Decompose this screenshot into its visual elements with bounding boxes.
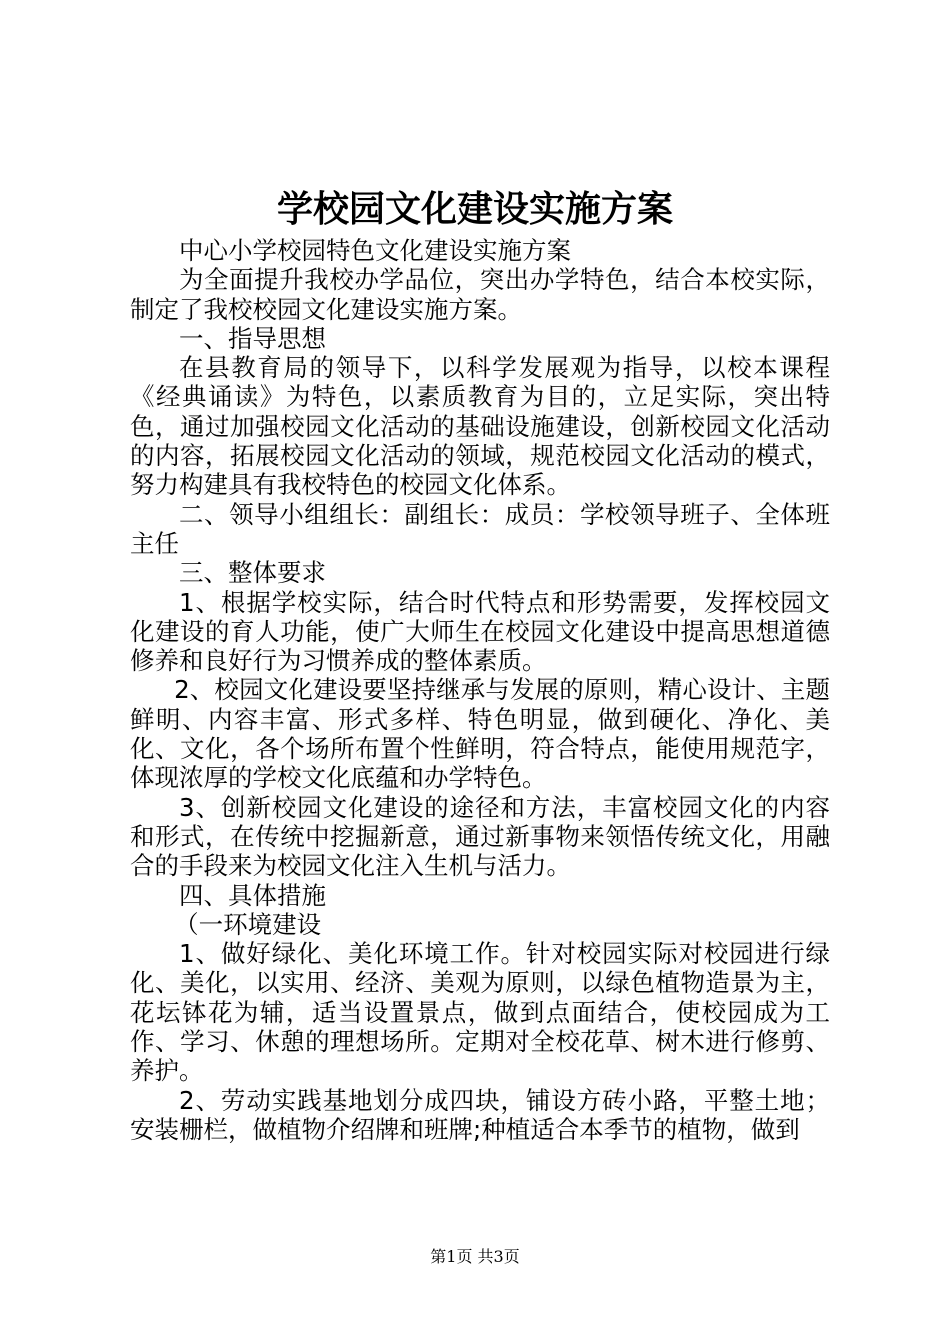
subtitle-paragraph: 中心小学校园特色文化建设实施方案 <box>179 236 571 265</box>
requirement-2-paragraph: 2、校园文化建设要坚持继承与发展的原则，精心设计、主题鲜明、内容丰富、形式多样、特色明显，做到硬化、净化、美化、文化，各个场所布置个性鲜明，符合特点，能使用规范字，体现浓厚的学校文化底蕴和办学特色。 <box>130 675 830 793</box>
requirement-3-paragraph: 3、创新校园文化建设的途径和方法，丰富校园文化的内容和形式，在传统中挖掘新意，通过新事物来领悟传统文化，用融合的手段来为校园文化注入生机与活力。 <box>130 792 830 881</box>
requirement-1-paragraph: 1、根据学校实际，结合时代特点和形势需要，发挥校园文化建设的育人功能，使广大师生在校园文化建设中提高思想道德修养和良好行为习惯养成的整体素质。 <box>130 587 830 676</box>
subsection-heading-1: （一环境建设 <box>174 909 322 939</box>
measure-2-paragraph: 2、劳动实践基地划分成四块，铺设方砖小路，平整土地；安装栅栏，做植物介绍牌和班牌;种植适合本季节的植物，做到 <box>130 1085 830 1144</box>
section-heading-3: 三、整体要求 <box>179 558 326 588</box>
section-heading-4: 四、具体措施 <box>179 880 326 910</box>
guiding-thought-paragraph: 在县教育局的领导下，以科学发展观为指导，以校本课程《经典诵读》为特色，以素质教育为目的，立足实际，突出特色，通过加强校园文化活动的基础设施建设，创新校园文化活动的内容，拓展校园文化活动的领域，规范校园文化活动的模式，努力构建具有我校特色的校园文化体系。 <box>130 353 830 500</box>
section-heading-2: 二、领导小组组长：副组长：成员：学校领导班子、全体班主任 <box>130 499 830 558</box>
intro-paragraph: 为全面提升我校办学品位，突出办学特色，结合本校实际，制定了我校校园文化建设实施方案。 <box>130 265 830 324</box>
measure-1-paragraph: 1、做好绿化、美化环境工作。针对校园实际对校园进行绿化、美化，以实用、经济、美观为原则，以绿色植物造景为主，花坛钵花为辅，适当设置景点，做到点面结合，使校园成为工作、学习、休憩的理想场所。定期对全校花草、树木进行修剪、养护。 <box>130 939 830 1086</box>
document-title: 学校园文化建设实施方案 <box>276 188 673 230</box>
section-heading-1: 一、指导思想 <box>179 323 326 353</box>
document-body <box>130 236 830 1144</box>
page-footer: 第1页 共3页 <box>430 1247 520 1266</box>
